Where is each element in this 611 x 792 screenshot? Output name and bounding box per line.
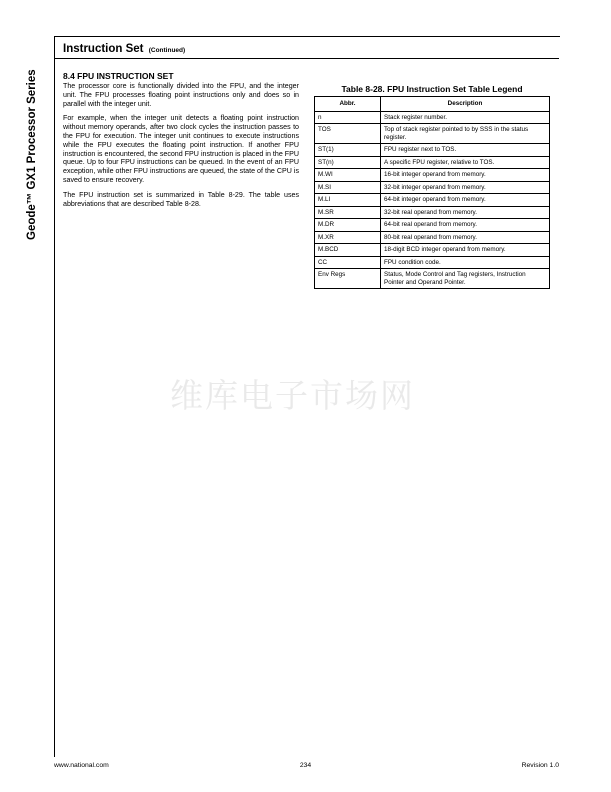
footer-website: www.national.com <box>54 762 109 769</box>
abbr-cell: M.BCD <box>315 244 381 257</box>
table-row <box>315 194 550 207</box>
column-header-abbr: Abbr. <box>315 97 381 112</box>
description-cell: 64-bit real operand from memory. <box>381 219 550 232</box>
description-cell: 18-digit BCD integer operand from memory. <box>381 244 550 257</box>
description-cell: 64-bit integer operand from memory. <box>381 194 550 207</box>
description-cell: 80-bit real operand from memory. <box>381 231 550 244</box>
table-row <box>315 256 550 269</box>
page-title-subtitle: (Continued) <box>148 47 186 54</box>
watermark: 维库电子市场网 <box>170 376 415 415</box>
section-body <box>63 82 299 214</box>
table-row <box>315 156 550 169</box>
description-cell: Status, Mode Control and Tag registers, Instruction Pointer and Operand Pointer. <box>381 269 550 289</box>
section-heading: 8.4 FPU INSTRUCTION SET <box>63 71 174 81</box>
table-row <box>315 269 550 289</box>
paragraph: The processor core is functionally divided into the FPU, and the integer unit. The FPU processes floating point instructions only and does so in parallel with the integer unit. <box>63 82 299 108</box>
abbr-cell: TOS <box>315 124 381 144</box>
table-row <box>315 111 550 124</box>
abbr-cell: M.WI <box>315 169 381 182</box>
paragraph: For example, when the integer unit detects a floating point instruction without memory operands, after two clock cycles the instruction passes to the FPU for execution. The integer unit continues to execute instructions while the FPU executes the floating point instruction. If another FPU instruction is encountered, the second FPU instruction is placed in the FPU queue. Up to four FPU instructions can be queued. In the event of an FPU exception, while other FPU instructions are queued, the state of the CPU is saved to ensure recovery. <box>63 114 299 184</box>
fpu-legend-table <box>314 96 550 289</box>
page-title-text: Instruction Set <box>63 43 144 55</box>
description-cell: Stack register number. <box>381 111 550 124</box>
abbr-cell: M.XR <box>315 231 381 244</box>
description-cell: FPU register next to TOS. <box>381 144 550 157</box>
table-header-row <box>315 97 550 112</box>
abbr-cell: CC <box>315 256 381 269</box>
table-row <box>315 169 550 182</box>
footer-revision: Revision 1.0 <box>521 762 559 769</box>
description-cell: 32-bit real operand from memory. <box>381 206 550 219</box>
table-row <box>315 219 550 232</box>
table-row <box>315 231 550 244</box>
page-number: 234 <box>299 762 312 769</box>
abbr-cell: ST(1) <box>315 144 381 157</box>
column-header-description: Description <box>381 97 550 112</box>
header-divider <box>54 58 559 59</box>
page-title <box>63 43 185 55</box>
table-row <box>315 206 550 219</box>
description-cell: 32-bit integer operand from memory. <box>381 181 550 194</box>
abbr-cell: Env Regs <box>315 269 381 289</box>
table-row <box>315 244 550 257</box>
description-cell: A specific FPU register, relative to TOS. <box>381 156 550 169</box>
abbr-cell: ST(n) <box>315 156 381 169</box>
description-cell: 16-bit integer operand from memory. <box>381 169 550 182</box>
abbr-cell: M.SR <box>315 206 381 219</box>
abbr-cell: M.LI <box>315 194 381 207</box>
table-row <box>315 124 550 144</box>
abbr-cell: M.DR <box>315 219 381 232</box>
description-cell: Top of stack register pointed to by SSS in the status register. <box>381 124 550 144</box>
table-row <box>315 181 550 194</box>
description-cell: FPU condition code. <box>381 256 550 269</box>
abbr-cell: M.SI <box>315 181 381 194</box>
sidebar-title: Geode™ GX1 Processor Series <box>26 69 38 240</box>
table-row <box>315 144 550 157</box>
table-caption: Table 8-28. FPU Instruction Set Table Legend <box>341 84 523 94</box>
paragraph: The FPU instruction set is summarized in Table 8-29. The table uses abbreviations that are described Table 8-28. <box>63 190 299 208</box>
abbr-cell: n <box>315 111 381 124</box>
